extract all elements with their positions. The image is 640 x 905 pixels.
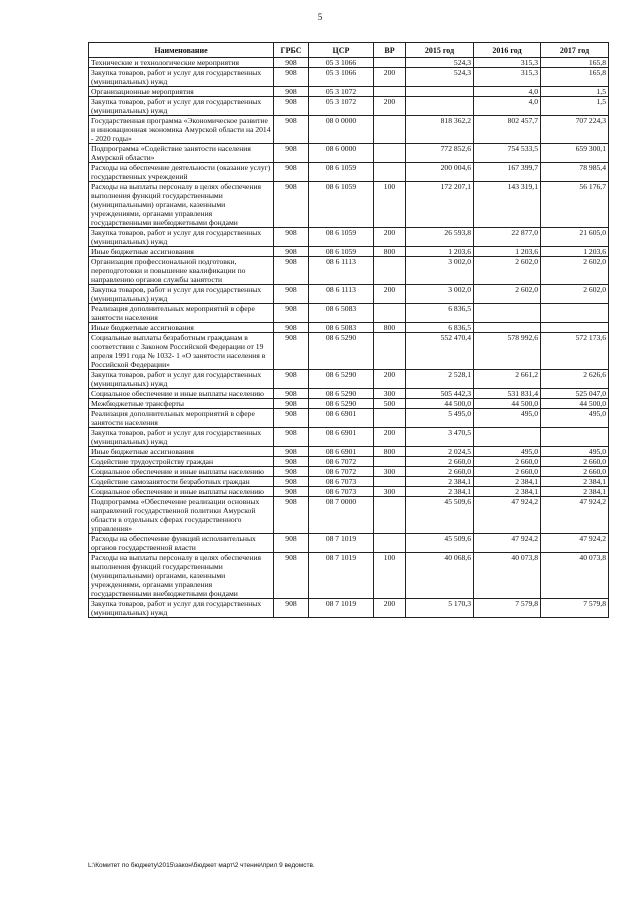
cell-2016: 315,3 [474, 58, 541, 68]
cell-2017: 2 384,1 [541, 477, 609, 487]
cell-2017: 2 660,0 [541, 467, 609, 477]
cell-2016: 4,0 [474, 87, 541, 97]
cell-vr: 200 [374, 599, 406, 618]
cell-vr: 300 [374, 467, 406, 477]
cell-grbs: 908 [274, 370, 309, 389]
cell-csr: 08 6 5290 [309, 399, 374, 409]
cell-grbs: 908 [274, 58, 309, 68]
cell-2017: 1,5 [541, 97, 609, 116]
cell-name: Реализация дополнительных мероприятий в сфере занятости населения [89, 304, 274, 323]
cell-csr: 08 6 1059 [309, 228, 374, 247]
cell-vr [374, 409, 406, 428]
cell-vr: 800 [374, 447, 406, 457]
cell-vr [374, 304, 406, 323]
cell-2016: 2 661,2 [474, 370, 541, 389]
cell-2017: 495,0 [541, 409, 609, 428]
budget-allocation-table [88, 42, 609, 618]
cell-vr [374, 163, 406, 182]
cell-2015: 200 004,6 [406, 163, 474, 182]
cell-vr: 800 [374, 247, 406, 257]
cell-2016 [474, 428, 541, 447]
cell-2015: 818 362,2 [406, 116, 474, 144]
cell-2016: 2 602,0 [474, 285, 541, 304]
cell-grbs: 908 [274, 477, 309, 487]
cell-grbs: 908 [274, 534, 309, 553]
cell-2015: 26 593,8 [406, 228, 474, 247]
cell-2017 [541, 323, 609, 333]
cell-name: Содействие трудоустройству граждан [89, 457, 274, 467]
cell-2017: 78 985,4 [541, 163, 609, 182]
cell-name: Социальное обеспечение и иные выплаты населению [89, 467, 274, 477]
cell-2017: 525 047,0 [541, 389, 609, 399]
cell-grbs: 908 [274, 399, 309, 409]
header-2016: 2016 год [474, 43, 541, 58]
cell-2016: 495,0 [474, 447, 541, 457]
table-row [89, 257, 609, 285]
cell-2017: 165,8 [541, 58, 609, 68]
cell-name: Расходы на обеспечение деятельности (оказание услуг) государственных учреждений [89, 163, 274, 182]
cell-2016: 40 073,8 [474, 553, 541, 599]
cell-2015: 2 660,0 [406, 467, 474, 477]
table-row [89, 487, 609, 497]
table-row [89, 285, 609, 304]
cell-2015: 6 836,5 [406, 323, 474, 333]
cell-vr: 200 [374, 285, 406, 304]
cell-2016: 754 533,5 [474, 144, 541, 163]
cell-grbs: 908 [274, 428, 309, 447]
cell-2017: 1,5 [541, 87, 609, 97]
cell-name: Закупка товаров, работ и услуг для государственных (муниципальных) нужд [89, 285, 274, 304]
cell-2017: 7 579,8 [541, 599, 609, 618]
cell-vr [374, 534, 406, 553]
cell-csr: 08 6 5290 [309, 333, 374, 370]
cell-2017: 707 224,3 [541, 116, 609, 144]
cell-csr: 05 3 1066 [309, 68, 374, 87]
cell-vr: 200 [374, 97, 406, 116]
table-row [89, 409, 609, 428]
cell-2015: 524,3 [406, 58, 474, 68]
table-row [89, 116, 609, 144]
table-row [89, 182, 609, 228]
table-row [89, 534, 609, 553]
table-row [89, 447, 609, 457]
cell-name: Организация профессиональной подготовки, переподготовки и повышение квалификации по направлению органов службы занятости [89, 257, 274, 285]
cell-csr: 08 6 6901 [309, 409, 374, 428]
table-row [89, 497, 609, 534]
cell-csr: 08 7 1019 [309, 599, 374, 618]
cell-name: Подпрограмма «Содействие занятости населения Амурской области» [89, 144, 274, 163]
cell-2015: 2 660,0 [406, 457, 474, 467]
cell-name: Реализация дополнительных мероприятий в сфере занятости населения [89, 409, 274, 428]
cell-csr: 05 3 1066 [309, 58, 374, 68]
cell-name: Иные бюджетные ассигнования [89, 447, 274, 457]
cell-2016: 315,3 [474, 68, 541, 87]
cell-name: Закупка товаров, работ и услуг для государственных (муниципальных) нужд [89, 370, 274, 389]
cell-2017: 495,0 [541, 447, 609, 457]
cell-2016: 2 660,0 [474, 457, 541, 467]
cell-2017: 56 176,7 [541, 182, 609, 228]
cell-2016: 2 660,0 [474, 467, 541, 477]
cell-2015: 2 528,1 [406, 370, 474, 389]
cell-2015: 2 384,1 [406, 477, 474, 487]
cell-2016: 47 924,2 [474, 534, 541, 553]
table-row [89, 228, 609, 247]
cell-2015: 505 442,3 [406, 389, 474, 399]
cell-2016: 1 203,6 [474, 247, 541, 257]
cell-vr: 300 [374, 487, 406, 497]
cell-vr: 800 [374, 323, 406, 333]
table-row [89, 247, 609, 257]
cell-name: Иные бюджетные ассигнования [89, 247, 274, 257]
cell-vr: 200 [374, 370, 406, 389]
cell-2015: 45 509,6 [406, 497, 474, 534]
cell-2017: 2 384,1 [541, 487, 609, 497]
cell-grbs: 908 [274, 447, 309, 457]
cell-2015: 2 024,5 [406, 447, 474, 457]
cell-csr: 08 6 5083 [309, 304, 374, 323]
cell-vr: 100 [374, 553, 406, 599]
cell-2016: 495,0 [474, 409, 541, 428]
cell-2017 [541, 428, 609, 447]
table-row [89, 389, 609, 399]
cell-csr: 08 7 1019 [309, 534, 374, 553]
cell-2015: 45 509,6 [406, 534, 474, 553]
cell-csr: 08 6 0000 [309, 144, 374, 163]
table-row [89, 333, 609, 370]
cell-name: Закупка товаров, работ и услуг для государственных (муниципальных) нужд [89, 97, 274, 116]
cell-csr: 08 0 0000 [309, 116, 374, 144]
cell-2016: 531 831,4 [474, 389, 541, 399]
cell-name: Государственная программа «Экономическое развитие и инновационная экономика Амурской области на 2014 - 2020 годы» [89, 116, 274, 144]
cell-2015: 5 495,0 [406, 409, 474, 428]
cell-csr: 05 3 1072 [309, 87, 374, 97]
cell-vr [374, 477, 406, 487]
table-row [89, 370, 609, 389]
cell-2015: 44 500,0 [406, 399, 474, 409]
cell-csr: 08 6 6901 [309, 428, 374, 447]
cell-2016: 4,0 [474, 97, 541, 116]
cell-2016 [474, 304, 541, 323]
table-row [89, 87, 609, 97]
cell-csr: 08 7 0000 [309, 497, 374, 534]
cell-vr [374, 257, 406, 285]
cell-2017: 572 173,6 [541, 333, 609, 370]
cell-grbs: 908 [274, 144, 309, 163]
cell-csr: 08 6 5083 [309, 323, 374, 333]
cell-name: Расходы на выплаты персоналу в целях обеспечения выполнения функций государственными (муниципальными) органами, казенными учреждениями, органами управления государственными внебюджетными фондами [89, 182, 274, 228]
cell-2017: 1 203,6 [541, 247, 609, 257]
cell-2016: 2 384,1 [474, 477, 541, 487]
table-row [89, 599, 609, 618]
table-row [89, 304, 609, 323]
header-2015: 2015 год [406, 43, 474, 58]
cell-csr: 08 6 1059 [309, 247, 374, 257]
cell-2017: 2 626,6 [541, 370, 609, 389]
cell-2015: 40 068,6 [406, 553, 474, 599]
header-grbs: ГРБС [274, 43, 309, 58]
cell-vr [374, 333, 406, 370]
cell-2016 [474, 323, 541, 333]
cell-vr: 300 [374, 389, 406, 399]
cell-name: Содействие самозанятости безработных граждан [89, 477, 274, 487]
cell-grbs: 908 [274, 553, 309, 599]
cell-csr: 08 6 7073 [309, 487, 374, 497]
cell-grbs: 908 [274, 285, 309, 304]
cell-grbs: 908 [274, 487, 309, 497]
cell-2017: 47 924,2 [541, 497, 609, 534]
cell-vr [374, 116, 406, 144]
cell-2017: 2 602,0 [541, 285, 609, 304]
table-row [89, 457, 609, 467]
cell-2017: 21 605,0 [541, 228, 609, 247]
cell-csr: 08 6 7072 [309, 457, 374, 467]
cell-vr [374, 144, 406, 163]
page-number: 5 [317, 12, 323, 22]
cell-name: Социальное обеспечение и иные выплаты населению [89, 389, 274, 399]
cell-2015: 172 207,1 [406, 182, 474, 228]
cell-2017: 659 300,1 [541, 144, 609, 163]
cell-2017: 44 500,0 [541, 399, 609, 409]
cell-grbs: 908 [274, 457, 309, 467]
cell-2015: 2 384,1 [406, 487, 474, 497]
cell-name: Закупка товаров, работ и услуг для государственных (муниципальных) нужд [89, 228, 274, 247]
cell-name: Расходы на выплаты персоналу в целях обеспечения выполнения функций государственными (муниципальными) органами, казенными учреждениями, органами управления государственными внебюджетными фондами [89, 553, 274, 599]
cell-csr: 08 6 1059 [309, 163, 374, 182]
table-row [89, 477, 609, 487]
cell-vr: 200 [374, 68, 406, 87]
header-name: Наименование [89, 43, 274, 58]
cell-vr: 200 [374, 228, 406, 247]
cell-csr: 08 6 5290 [309, 370, 374, 389]
cell-vr [374, 457, 406, 467]
cell-name: Организационные мероприятия [89, 87, 274, 97]
cell-2015: 1 203,6 [406, 247, 474, 257]
cell-2015: 5 170,3 [406, 599, 474, 618]
cell-grbs: 908 [274, 409, 309, 428]
cell-grbs: 908 [274, 247, 309, 257]
cell-grbs: 908 [274, 467, 309, 477]
cell-vr: 200 [374, 428, 406, 447]
cell-grbs: 908 [274, 323, 309, 333]
cell-name: Расходы на обеспечение функций исполнительных органов государственной власти [89, 534, 274, 553]
header-vr: ВР [374, 43, 406, 58]
cell-2017: 40 073,8 [541, 553, 609, 599]
cell-grbs: 908 [274, 257, 309, 285]
cell-2016: 47 924,2 [474, 497, 541, 534]
cell-2016: 2 602,0 [474, 257, 541, 285]
table-row [89, 323, 609, 333]
cell-2016: 2 384,1 [474, 487, 541, 497]
table-header-row [89, 43, 609, 58]
cell-csr: 08 6 1113 [309, 257, 374, 285]
cell-2015: 552 470,4 [406, 333, 474, 370]
table-row [89, 428, 609, 447]
cell-2016: 167 399,7 [474, 163, 541, 182]
cell-grbs: 908 [274, 97, 309, 116]
cell-csr: 08 6 1059 [309, 182, 374, 228]
cell-2017: 2 602,0 [541, 257, 609, 285]
cell-vr: 100 [374, 182, 406, 228]
cell-csr: 08 6 7072 [309, 467, 374, 477]
cell-2016: 143 319,1 [474, 182, 541, 228]
cell-grbs: 908 [274, 87, 309, 97]
cell-grbs: 908 [274, 68, 309, 87]
cell-2016: 578 992,6 [474, 333, 541, 370]
cell-grbs: 908 [274, 599, 309, 618]
table-row [89, 467, 609, 477]
cell-vr [374, 87, 406, 97]
cell-2015: 6 836,5 [406, 304, 474, 323]
header-2017: 2017 год [541, 43, 609, 58]
cell-csr: 05 3 1072 [309, 97, 374, 116]
cell-grbs: 908 [274, 116, 309, 144]
cell-grbs: 908 [274, 304, 309, 323]
cell-2015 [406, 87, 474, 97]
cell-2017 [541, 304, 609, 323]
cell-2015: 524,3 [406, 68, 474, 87]
cell-vr [374, 58, 406, 68]
cell-2016: 22 877,0 [474, 228, 541, 247]
footer-file-path: L:\Комитет по бюджету\2015\закон\бюджет март\2 чтение\прил 9 ведомств. [88, 862, 315, 869]
cell-grbs: 908 [274, 333, 309, 370]
cell-2015: 3 002,0 [406, 257, 474, 285]
cell-csr: 08 6 7073 [309, 477, 374, 487]
table-row [89, 97, 609, 116]
cell-2017: 165,8 [541, 68, 609, 87]
table-row [89, 553, 609, 599]
cell-vr: 500 [374, 399, 406, 409]
cell-csr: 08 6 5290 [309, 389, 374, 399]
cell-csr: 08 6 1113 [309, 285, 374, 304]
cell-csr: 08 6 6901 [309, 447, 374, 457]
cell-name: Социальные выплаты безработным гражданам в соответствии с Законом Российской Федерации от 19 апреля 1991 года № 1032- 1 «О занятости населения в Российской Федерации» [89, 333, 274, 370]
cell-grbs: 908 [274, 163, 309, 182]
cell-2016: 802 457,7 [474, 116, 541, 144]
header-csr: ЦСР [309, 43, 374, 58]
cell-name: Закупка товаров, работ и услуг для государственных (муниципальных) нужд [89, 428, 274, 447]
cell-csr: 08 7 1019 [309, 553, 374, 599]
table-row [89, 144, 609, 163]
cell-name: Иные бюджетные ассигнования [89, 323, 274, 333]
cell-name: Технические и технологические мероприятия [89, 58, 274, 68]
cell-2016: 7 579,8 [474, 599, 541, 618]
cell-name: Социальное обеспечение и иные выплаты населению [89, 487, 274, 497]
cell-name: Подпрограмма «Обеспечение реализации основных направлений государственной политики Амурской области в отдельных сферах государственного управления» [89, 497, 274, 534]
cell-name: Закупка товаров, работ и услуг для государственных (муниципальных) нужд [89, 599, 274, 618]
cell-2015: 772 852,6 [406, 144, 474, 163]
cell-grbs: 908 [274, 389, 309, 399]
cell-grbs: 908 [274, 182, 309, 228]
cell-2015: 3 002,0 [406, 285, 474, 304]
cell-vr [374, 497, 406, 534]
cell-name: Межбюджетные трансферты [89, 399, 274, 409]
cell-2016: 44 500,0 [474, 399, 541, 409]
cell-2017: 47 924,2 [541, 534, 609, 553]
cell-grbs: 908 [274, 228, 309, 247]
table-row [89, 163, 609, 182]
cell-name: Закупка товаров, работ и услуг для государственных (муниципальных) нужд [89, 68, 274, 87]
table-row [89, 68, 609, 87]
cell-2017: 2 660,0 [541, 457, 609, 467]
table-row [89, 58, 609, 68]
cell-2015: 3 470,5 [406, 428, 474, 447]
cell-grbs: 908 [274, 497, 309, 534]
cell-2015 [406, 97, 474, 116]
table-row [89, 399, 609, 409]
